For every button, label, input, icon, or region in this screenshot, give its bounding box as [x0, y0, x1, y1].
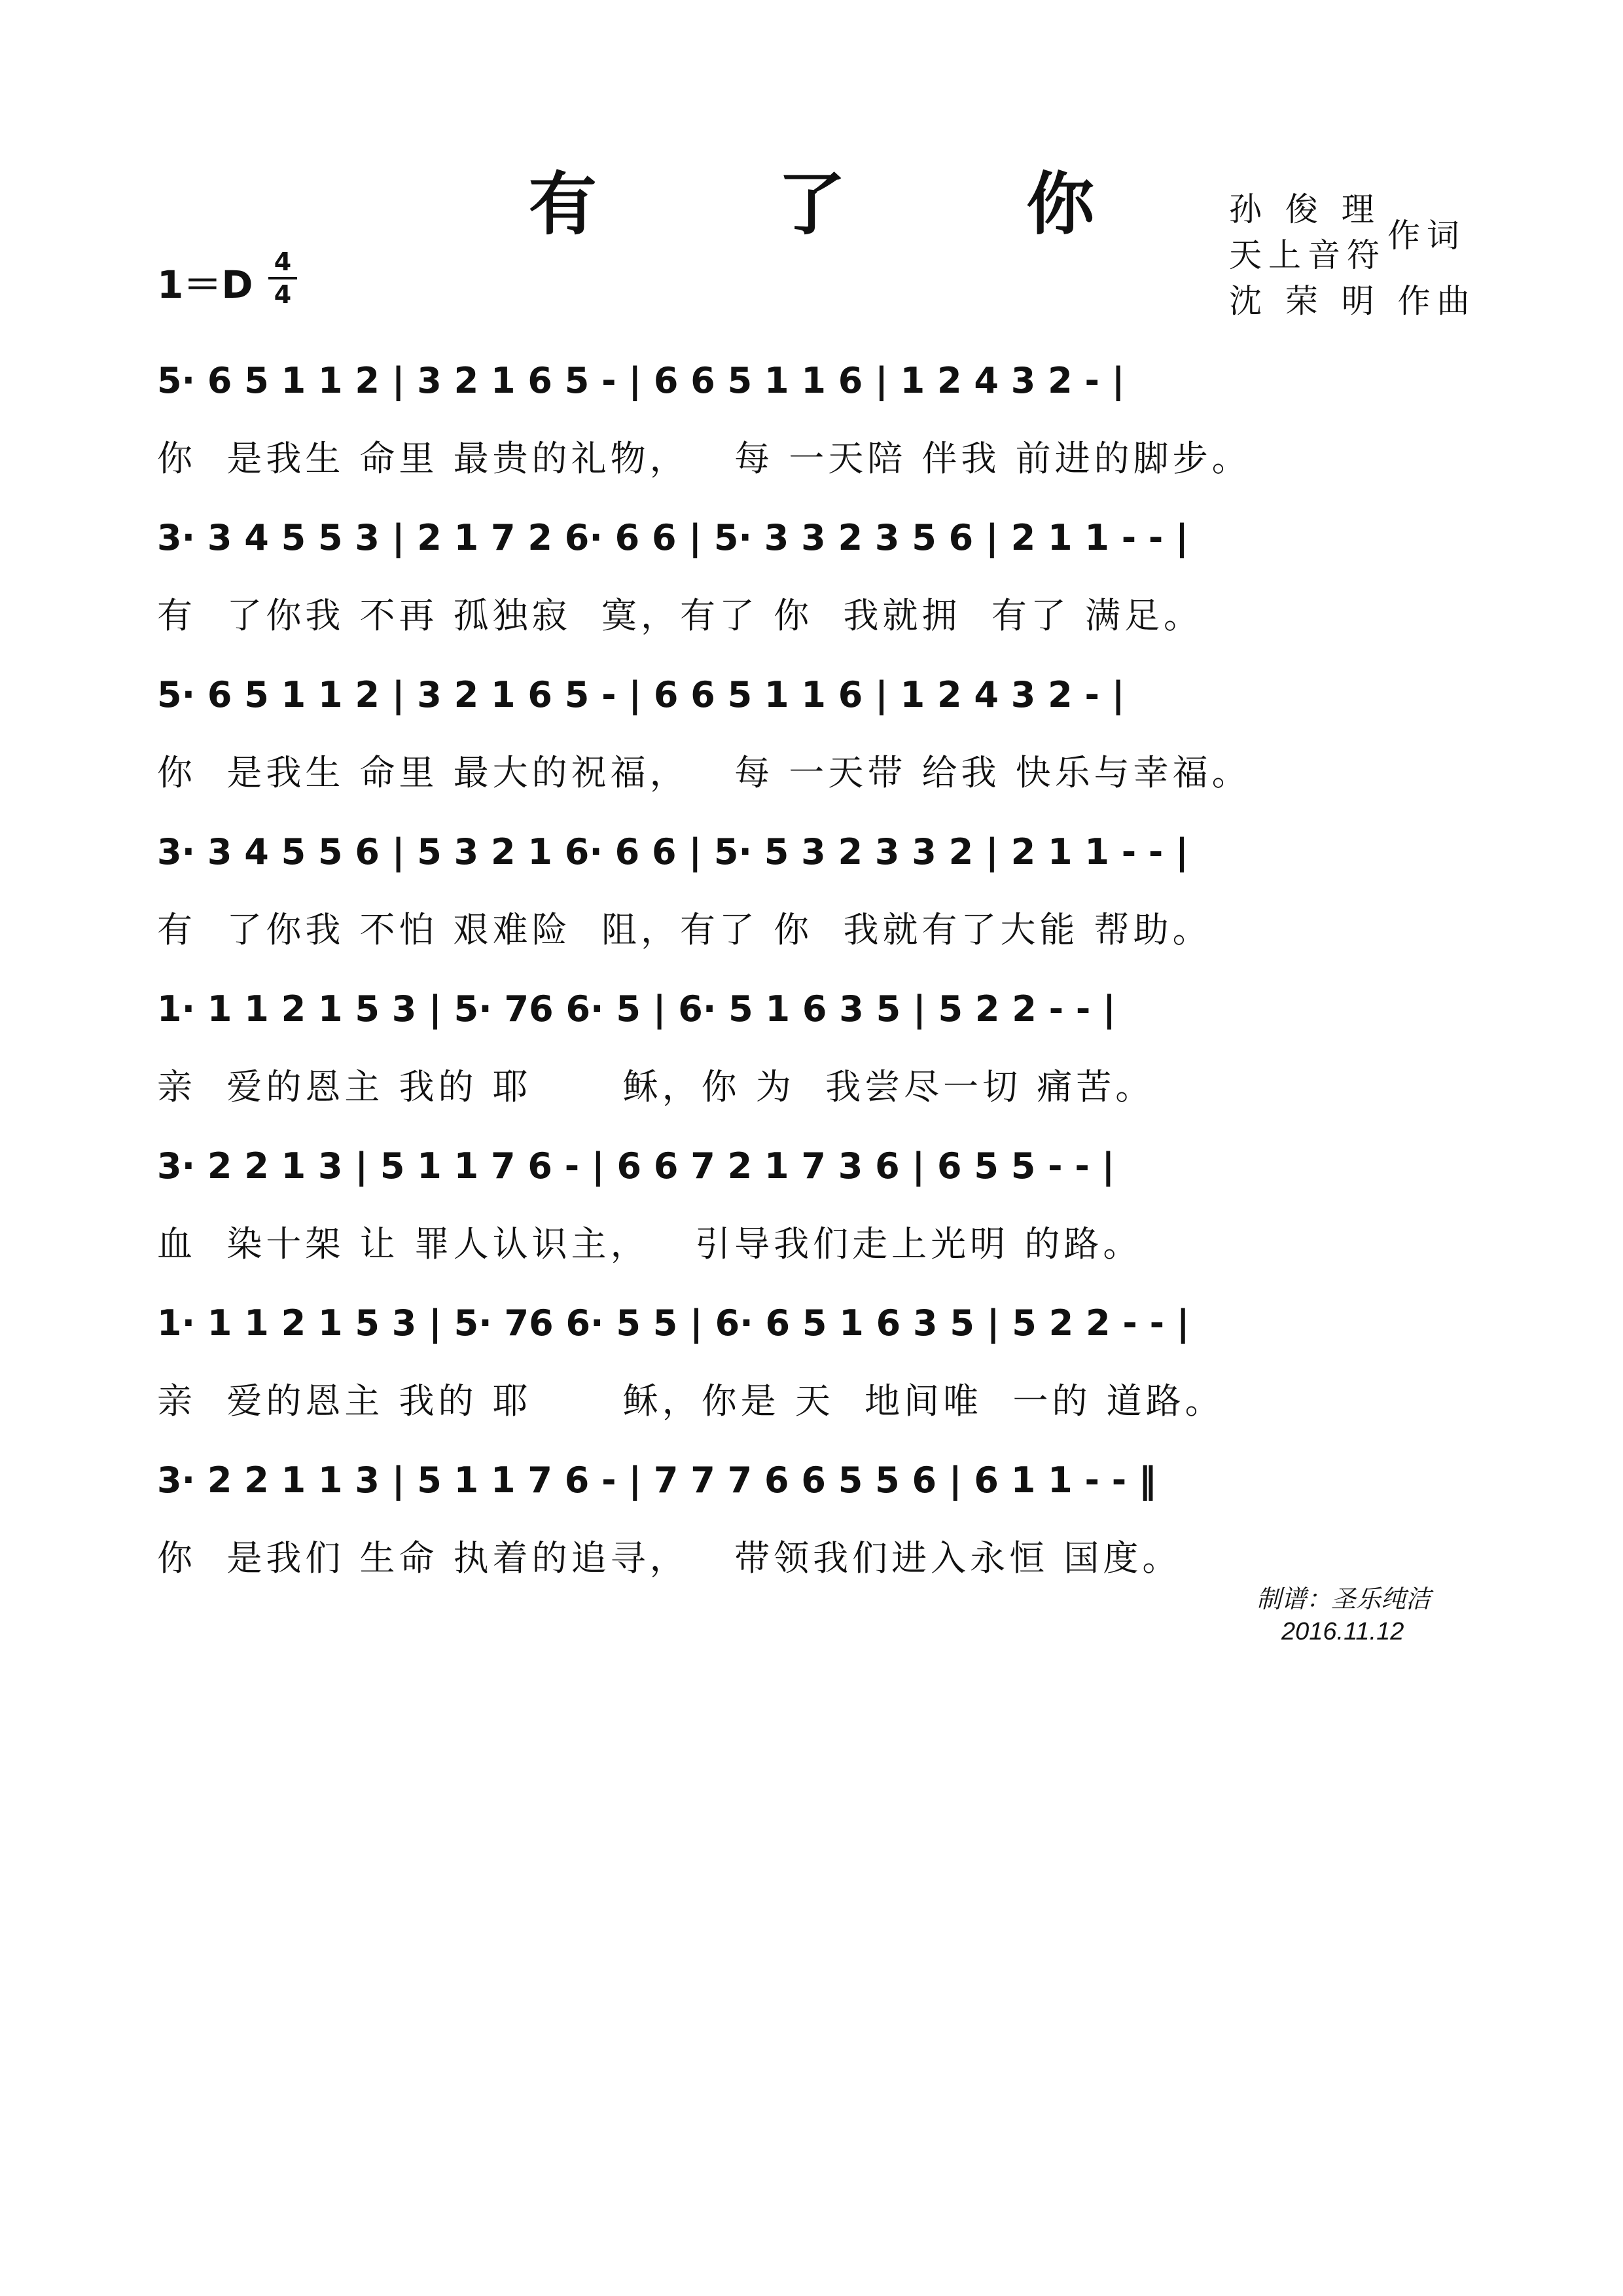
notes-text: 5· 6 5 1 1 2 | 3 2 1 6 5 - | 6 6 5 1 1 6 | 1 2 4 3 2 - |	[157, 674, 1125, 715]
notation-line	[157, 1296, 1479, 1361]
lyric-line: 有 了你我 不再 孤独寂 寞，有了 你 我就拥 有了 满足。	[157, 595, 1203, 636]
notation-line	[157, 1453, 1479, 1518]
lyric-line: 亲 爱的恩主 我的 耶 稣，你 为 我尝尽一切 痛苦。	[157, 1066, 1155, 1107]
notation-line	[157, 511, 1479, 576]
notes-text: 3· 2 2 1 1 3 | 5 1 1 7 6 - | 7 7 7 6 6 5 5 6 | 6 1 1 - - ‖	[157, 1460, 1156, 1501]
maker-credit: 制谱：圣乐纯洁	[1257, 1586, 1431, 1613]
notes-text: 3· 3 4 5 5 3 | 2 1 7 2 6· 6 6 | 5· 3 3 2 3 5 6 | 2 1 1 - - |	[157, 517, 1188, 558]
notes-text: 1· 1 1 2 1 5 3 | 5· 76 6· 5 5 | 6· 6 5 1 6 3 5 | 5 2 2 - - |	[157, 1302, 1190, 1344]
notation-line	[157, 353, 1479, 419]
lyric-line: 血 染十架 让 罪人认识主， 引导我们走上光明 的路。	[157, 1223, 1143, 1265]
time-signature-top: 4	[274, 247, 292, 276]
notes-text: 5· 6 5 1 1 2 | 3 2 1 6 5 - | 6 6 5 1 1 6 | 1 2 4 3 2 - |	[157, 360, 1125, 401]
key-signature: 1＝D	[157, 262, 253, 307]
composer-credit: 沈 荣 明 作曲	[1229, 282, 1476, 320]
lyric-line: 亲 爱的恩主 我的 耶 稣，你是 天 地间唯 一的 道路。	[157, 1380, 1224, 1422]
notes-text: 3· 2 2 1 3 | 5 1 1 7 6 - | 6 6 7 2 1 7 3 6 | 6 5 5 - - |	[157, 1145, 1115, 1187]
notes-text: 1· 1 1 2 1 5 3 | 5· 76 6· 5 | 6· 5 1 6 3 5 | 5 2 2 - - |	[157, 988, 1116, 1030]
song-title: 有 了 你	[528, 164, 1173, 244]
notation-line	[157, 668, 1479, 733]
notation-line	[157, 1139, 1479, 1204]
lyricist-1: 孙 俊 理	[1229, 190, 1381, 228]
lyric-line: 你 是我生 命里 最贵的礼物， 每 一天陪 伴我 前进的脚步。	[157, 438, 1251, 479]
lyric-line: 你 是我生 命里 最大的祝福， 每 一天带 给我 快乐与幸福。	[157, 752, 1251, 793]
date-label: 2016.11.12	[1281, 1618, 1404, 1645]
lyricist-role: 作词	[1387, 217, 1466, 255]
lyricist-2: 天上音符	[1229, 236, 1386, 274]
time-signature-bottom: 4	[274, 280, 292, 309]
notation-line	[157, 825, 1479, 890]
notation-line	[157, 982, 1479, 1047]
time-signature	[268, 247, 297, 309]
lyric-line: 你 是我们 生命 执着的追寻， 带领我们进入永恒 国度。	[157, 1537, 1182, 1579]
lyric-line: 有 了你我 不怕 艰难险 阻，有了 你 我就有了大能 帮助。	[157, 909, 1212, 950]
notes-text: 3· 3 4 5 5 6 | 5 3 2 1 6· 6 6 | 5· 5 3 2 3 3 2 | 2 1 1 - - |	[157, 831, 1188, 872]
